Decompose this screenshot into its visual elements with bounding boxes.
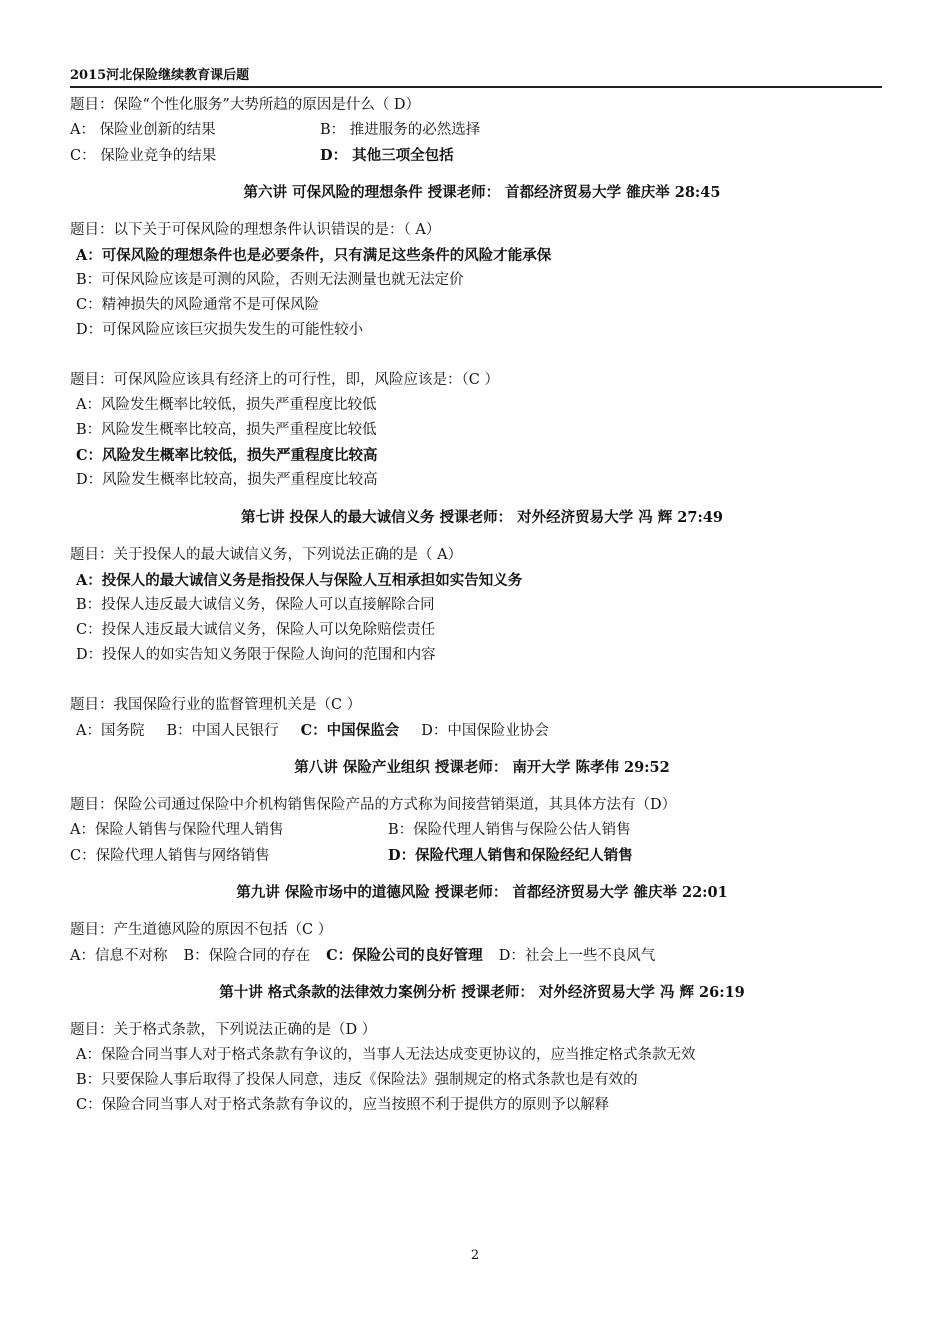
lecture-8-heading: 第八讲 保险产业组织 授课老师： 南开大学 陈孝伟 29:52 bbox=[294, 759, 670, 776]
option-b: B：投保人违反最大诚信义务，保险人可以直接解除合同 bbox=[76, 597, 435, 613]
option-c-answer: C：保险公司的良好管理 bbox=[326, 947, 483, 964]
option-a-answer: A：可保风险的理想条件也是必要条件，只有满足这些条件的风险才能承保 bbox=[76, 247, 552, 264]
option-row bbox=[70, 143, 882, 168]
option-c: C：保险代理人销售与网络销售 bbox=[70, 848, 270, 864]
question-text: 题目：关于格式条款，下列说法正确的是（D ） bbox=[70, 1022, 377, 1038]
option-a: A：信息不对称 bbox=[70, 948, 168, 964]
option-d: D：投保人的如实告知义务限于保险人询问的范围和内容 bbox=[76, 647, 436, 663]
question-text: 题目：保险“个性化服务”大势所趋的原因是什么（ D） bbox=[70, 97, 421, 113]
option-b: B：保险合同的存在 bbox=[183, 948, 311, 964]
option-d: D：中国保险业协会 bbox=[421, 723, 549, 739]
document-body bbox=[70, 93, 882, 1118]
lecture-10-heading: 第十讲 格式条款的法律效力案例分析 授课老师： 对外经济贸易大学 冯 辉 26:19 bbox=[219, 984, 745, 1001]
lecture-6-heading: 第六讲 可保风险的理想条件 授课老师： 首都经济贸易大学 雒庆举 28:45 bbox=[243, 184, 721, 201]
option-a: A： 保险业创新的结果 bbox=[70, 122, 216, 138]
option-row bbox=[70, 818, 882, 843]
question-text: 题目：可保风险应该具有经济上的可行性，即，风险应该是：（C ） bbox=[70, 372, 499, 388]
question-text: 题目：我国保险行业的监督管理机关是（C ） bbox=[70, 697, 362, 713]
option-a: A：风险发生概率比较低，损失严重程度比较低 bbox=[76, 397, 377, 413]
option-row bbox=[70, 843, 882, 868]
lecture-9-heading: 第九讲 保险市场中的道德风险 授课老师： 首都经济贸易大学 雒庆举 22:01 bbox=[236, 884, 728, 901]
option-d-answer: D：保险代理人销售和保险经纪人销售 bbox=[388, 847, 633, 864]
option-a: A：保险合同当事人对于格式条款有争议的，当事人无法达成变更协议的，应当推定格式条款无效 bbox=[76, 1047, 696, 1063]
question-text: 题目：产生道德风险的原因不包括（C ） bbox=[70, 922, 333, 938]
option-c-answer: C：中国保监会 bbox=[300, 722, 400, 739]
option-b: B：只要保险人事后取得了投保人同意，违反《保险法》强制规定的格式条款也是有效的 bbox=[76, 1072, 638, 1088]
question-text: 题目：以下关于可保风险的理想条件认识错误的是：（ A） bbox=[70, 222, 441, 238]
option-a: A：保险人销售与保险代理人销售 bbox=[70, 822, 284, 838]
option-b: B：中国人民银行 bbox=[166, 723, 279, 739]
page-number: 2 bbox=[470, 1248, 480, 1263]
question-text: 题目：保险公司通过保险中介机构销售保险产品的方式称为间接营销渠道，其具体方法有（D） bbox=[70, 797, 677, 813]
option-c: C：保险合同当事人对于格式条款有争议的，应当按照不利于提供方的原则予以解释 bbox=[76, 1097, 610, 1113]
option-d: D：可保风险应该巨灾损失发生的可能性较小 bbox=[76, 322, 364, 338]
option-b: B：可保风险应该是可测的风险，否则无法测量也就无法定价 bbox=[76, 272, 464, 288]
option-b: B：风险发生概率比较高，损失严重程度比较低 bbox=[76, 422, 377, 438]
option-b: B：保险代理人销售与保险公估人销售 bbox=[388, 822, 631, 838]
option-row bbox=[70, 943, 882, 968]
option-a-answer: A：投保人的最大诚信义务是指投保人与保险人互相承担如实告知义务 bbox=[76, 572, 523, 589]
option-d: D：风险发生概率比较高，损失严重程度比较高 bbox=[76, 472, 378, 488]
option-c: C：投保人违反最大诚信义务，保险人可以免除赔偿责任 bbox=[76, 622, 436, 638]
option-c-answer: C：风险发生概率比较低，损失严重程度比较高 bbox=[76, 447, 378, 464]
option-d: D：社会上一些不良风气 bbox=[498, 948, 656, 964]
option-c: C： 保险业竞争的结果 bbox=[70, 148, 217, 164]
option-b: B： 推进服务的必然选择 bbox=[320, 122, 481, 138]
option-c: C：精神损失的风险通常不是可保风险 bbox=[76, 297, 320, 313]
document-header: 2015河北保险继续教育课后题 bbox=[70, 64, 882, 88]
question-text: 题目：关于投保人的最大诚信义务，下列说法正确的是（ A） bbox=[70, 547, 463, 563]
lecture-7-heading: 第七讲 投保人的最大诚信义务 授课老师： 对外经济贸易大学 冯 辉 27:49 bbox=[241, 509, 723, 526]
option-row bbox=[70, 718, 882, 743]
option-row bbox=[70, 118, 882, 143]
option-d-answer: D： 其他三项全包括 bbox=[320, 147, 454, 164]
option-a: A：国务院 bbox=[76, 723, 145, 739]
